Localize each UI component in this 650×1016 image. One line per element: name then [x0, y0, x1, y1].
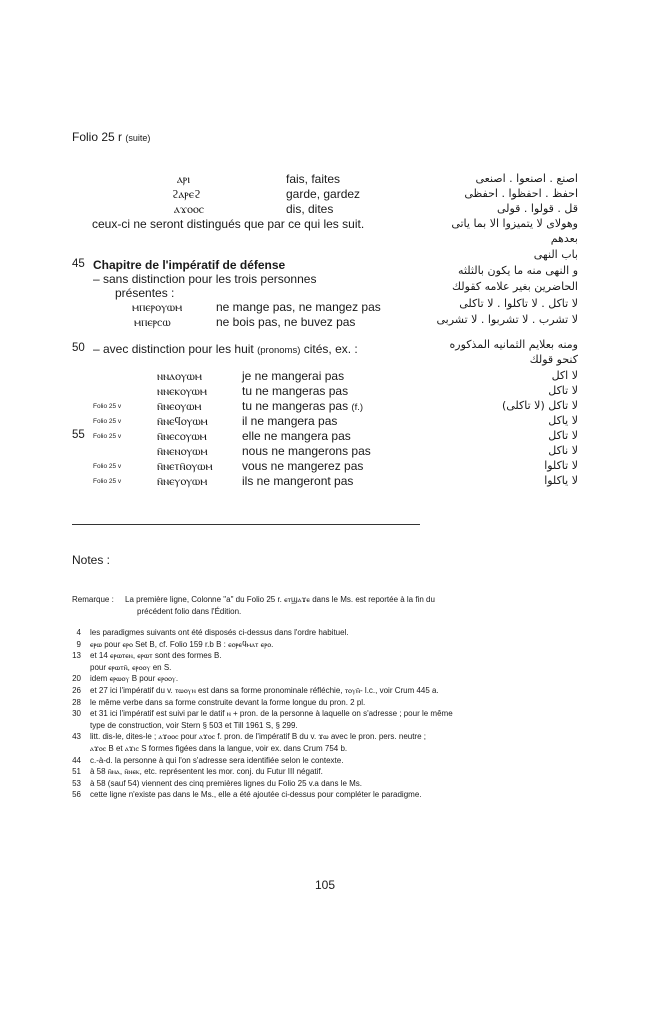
paradigm-french-6: nous ne mangerons pas [242, 444, 371, 458]
note-line: cette ligne n'existe pas dans le Ms., elle a été ajoutée ci-dessus pour compléter le paradigme. [90, 790, 422, 800]
note-line: pour ⲉⲣⲱⲧⲛ̄, ⲉⲣⲟⲟⲩ en S. [90, 662, 172, 672]
paradigm-margin-8: Folio 25 v [93, 478, 122, 485]
note-number: 26 [72, 686, 81, 695]
distinction-arabic-1: وهولاى لا يتميزوا الا بما ياتى [451, 217, 578, 230]
note-line: et 27 ici l'impératif du v. ⲧⲱⲟⲩⲛ est dans sa forme pronominale réfléchie, ⲧⲟⲩⲛ̄- l.c., voir Crum 445 a. [90, 686, 439, 695]
imperative-coptic-2: ϩⲁⲣⲉϩ [172, 187, 201, 201]
imperative-french-3: dis, dites [286, 202, 334, 216]
imperative-coptic-1: ⲁⲣⲓ [177, 172, 191, 186]
note-number: 20 [72, 674, 81, 684]
avec-arabic-2: كنحو قولك [529, 353, 578, 366]
note-number: 4 [76, 628, 81, 637]
folio-heading [72, 130, 150, 144]
line-number-45: 45 [72, 258, 85, 270]
line-number-55: 55 [72, 429, 85, 441]
chapter-title: Chapitre de l'impératif de défense [93, 258, 286, 272]
note-line: et 14 ⲉⲣⲱⲧⲉⲛ, ⲉⲣⲱⲧ sont des formes B. [90, 651, 222, 661]
avec-text-before: – avec distinction pour les huit [93, 342, 258, 356]
imperative-coptic-3: ⲁϫⲟⲟⲥ [174, 202, 204, 216]
note-line: idem ⲉⲣⲱⲟⲩ B pour ⲉⲣⲟⲟⲩ. [90, 674, 179, 684]
paradigm-arabic-8: لا ياكلوا [544, 474, 578, 487]
paradigm-french-3-text: tu ne mangeras pas [242, 399, 352, 413]
page-number: 105 [314, 878, 336, 892]
avec-distinction [93, 342, 358, 356]
paradigm-arabic-4: لا ياكل [548, 414, 578, 427]
defense-french-1: ne mange pas, ne mangez pas [216, 300, 381, 314]
paradigm-french-7: vous ne mangerez pas [242, 459, 364, 473]
note-line: type de construction, voir Stern § 503 et Till 1961 S, § 299. [90, 720, 298, 730]
paradigm-coptic-7: ⲛ̄ⲛⲉⲧⲛ̄ⲟⲩⲱⲙ [157, 459, 213, 473]
paradigm-arabic-5: لا تاكل [548, 429, 578, 442]
note-line: le même verbe dans sa forme construite devant la forme longue du pron. 2 pl. [90, 697, 366, 707]
notes-title: Notes : [72, 553, 111, 567]
note-number: 28 [72, 697, 81, 707]
paradigm-coptic-5: ⲛ̄ⲛⲉⲥⲟⲩⲱⲙ [157, 429, 207, 443]
paradigm-margin-3: Folio 25 v [93, 403, 122, 410]
imperative-arabic-2: احفظ . احفظوا . احفظى [464, 187, 578, 200]
paradigm-french-2: tu ne mangeras pas [242, 384, 349, 398]
note-line: ⲁϫⲟⲥ B et ⲁϫⲓⲥ S formes figées dans la langue, voir ex. dans Crum 754 b. [90, 744, 348, 753]
folio-suite: (suite) [125, 133, 151, 143]
note-line: ⲉⲣⲱ pour ⲉⲣⲟ Set B, cf. Folio 159 r.b B : ⲉⲟⲣⲉϥⲙⲁⲧ ⲉⲣⲟ. [90, 639, 274, 649]
paradigm-french-8: ils ne mangeront pas [242, 474, 354, 488]
folio-label: Folio 25 r [72, 130, 123, 144]
note-number: 44 [72, 755, 81, 765]
paradigm-french-1: je ne mangerai pas [242, 369, 345, 383]
paradigm-coptic-4: ⲛ̄ⲛⲉϥⲟⲩⲱⲙ [157, 414, 208, 428]
paradigm-coptic-2: ⲛⲛⲉⲕⲟⲩⲱⲙ [157, 384, 207, 398]
paradigm-margin-5: Folio 25 v [93, 433, 122, 440]
defense-arabic-2: لا تشرب . لا تشربوا . لا تشربى [436, 313, 578, 326]
note-number: 56 [72, 790, 81, 800]
note-line: à 58 ⲛ̄ⲛⲁ, ⲛ̄ⲛⲉⲕ, etc. représentent les mor. conj. du Futur III négatif. [90, 767, 323, 777]
note-number: 30 [72, 709, 81, 719]
note-line: les paradigmes suivants ont été disposés ci-dessus dans l'ordre habituel. [90, 628, 349, 637]
paradigm-suffix-3: (f.) [351, 402, 364, 413]
note-line: et 31 ici l'impératif est suivi par le datif ⲛ + pron. de la personne à laquelle on s'adresse ; pour le même [90, 709, 453, 719]
note-number: 9 [76, 639, 81, 649]
chapter-arabic-1: و النهى منه ما يكون بالثلثه [458, 264, 578, 277]
presentes-label: présentes : [115, 286, 175, 300]
remarque-line-2: précédent folio dans l'Édition. [137, 607, 242, 616]
paradigm-coptic-3: ⲛ̄ⲛⲉⲟⲩⲱⲙ [157, 399, 202, 413]
note-number: 51 [72, 767, 81, 777]
imperative-arabic-1: اصنع . اصنعوا . اصنعى [475, 172, 578, 185]
paradigm-french-5: elle ne mangera pas [242, 429, 351, 443]
section-divider [72, 524, 420, 525]
sans-distinction: – sans distinction pour les trois personnes [93, 272, 317, 286]
paradigm-arabic-1: لا اكل [551, 369, 578, 382]
imperative-french-2: garde, gardez [286, 187, 361, 201]
note-number: 43 [72, 732, 81, 742]
paradigm-coptic-8: ⲛ̄ⲛⲉⲩⲟⲩⲱⲙ [157, 474, 208, 488]
note-line: c.-à-d. la personne à qui l'on s'adresse sera identifiée selon le contexte. [90, 755, 344, 765]
defense-coptic-1: ⲙⲡⲉⲣⲟⲩⲱⲙ [132, 300, 183, 314]
distinction-arabic-2: بعدهم [550, 232, 578, 245]
paradigm-margin-4: Folio 25 v [93, 418, 122, 425]
paradigm-arabic-2: لا تاكل [548, 384, 578, 397]
line-number-50: 50 [72, 342, 85, 354]
distinction-note: ceux-ci ne seront distingués que par ce qui les suit. [92, 217, 365, 231]
chapter-arabic-title: باب النهى [533, 248, 578, 261]
defense-arabic-1: لا تاكل . لا تاكلوا . لا تاكلى [459, 297, 578, 310]
paradigm-arabic-6: لا ناكل [548, 444, 578, 457]
remarque-line-1: La première ligne, Colonne "a" du Folio 25 r. ⲉⲧϣⲁϫⲉ dans le Ms. est reportée à la fin du [125, 595, 435, 604]
defense-coptic-2: ⲙⲡⲉⲣⲥⲱ [134, 315, 171, 329]
paradigm-arabic-7: لا تاكلوا [544, 459, 578, 472]
paradigm-coptic-6: ⲛ̄ⲛⲉⲛⲟⲩⲱⲙ [157, 444, 208, 458]
defense-french-2: ne bois pas, ne buvez pas [216, 315, 356, 329]
avec-pronoms: (pronoms) [257, 345, 301, 356]
imperative-arabic-3: قل . قولوا . قولى [496, 202, 578, 215]
note-number: 53 [72, 778, 81, 788]
avec-text-after: cités, ex. : [300, 342, 358, 356]
avec-arabic-1: ومنه بعلايم الثمانيه المذكوره [449, 338, 578, 351]
note-number: 13 [72, 651, 81, 661]
paradigm-french-3 [242, 399, 363, 413]
note-line: litt. dis-le, dites-le ; ⲁϫⲟⲟⲥ pour ⲁϫⲟⲥ f. pron. de l'impératif B du v. ϫⲱ avec le pron. pers. neutre ; [90, 732, 426, 742]
chapter-arabic-2: الحاضرين بغير علامه كقولك [452, 280, 578, 293]
remarque-label: Remarque : [72, 595, 114, 604]
paradigm-french-4: il ne mangera pas [242, 414, 338, 428]
imperative-french-1: fais, faites [286, 172, 341, 186]
paradigm-arabic-3: لا تاكل (لا تاكلى) [501, 399, 578, 412]
paradigm-coptic-1: ⲛⲛⲁⲟⲩⲱⲙ [157, 369, 202, 383]
paradigm-margin-7: Folio 25 v [93, 463, 122, 470]
note-line: à 58 (sauf 54) viennent des cinq premières lignes du Folio 25 v.a dans le Ms. [90, 778, 362, 788]
